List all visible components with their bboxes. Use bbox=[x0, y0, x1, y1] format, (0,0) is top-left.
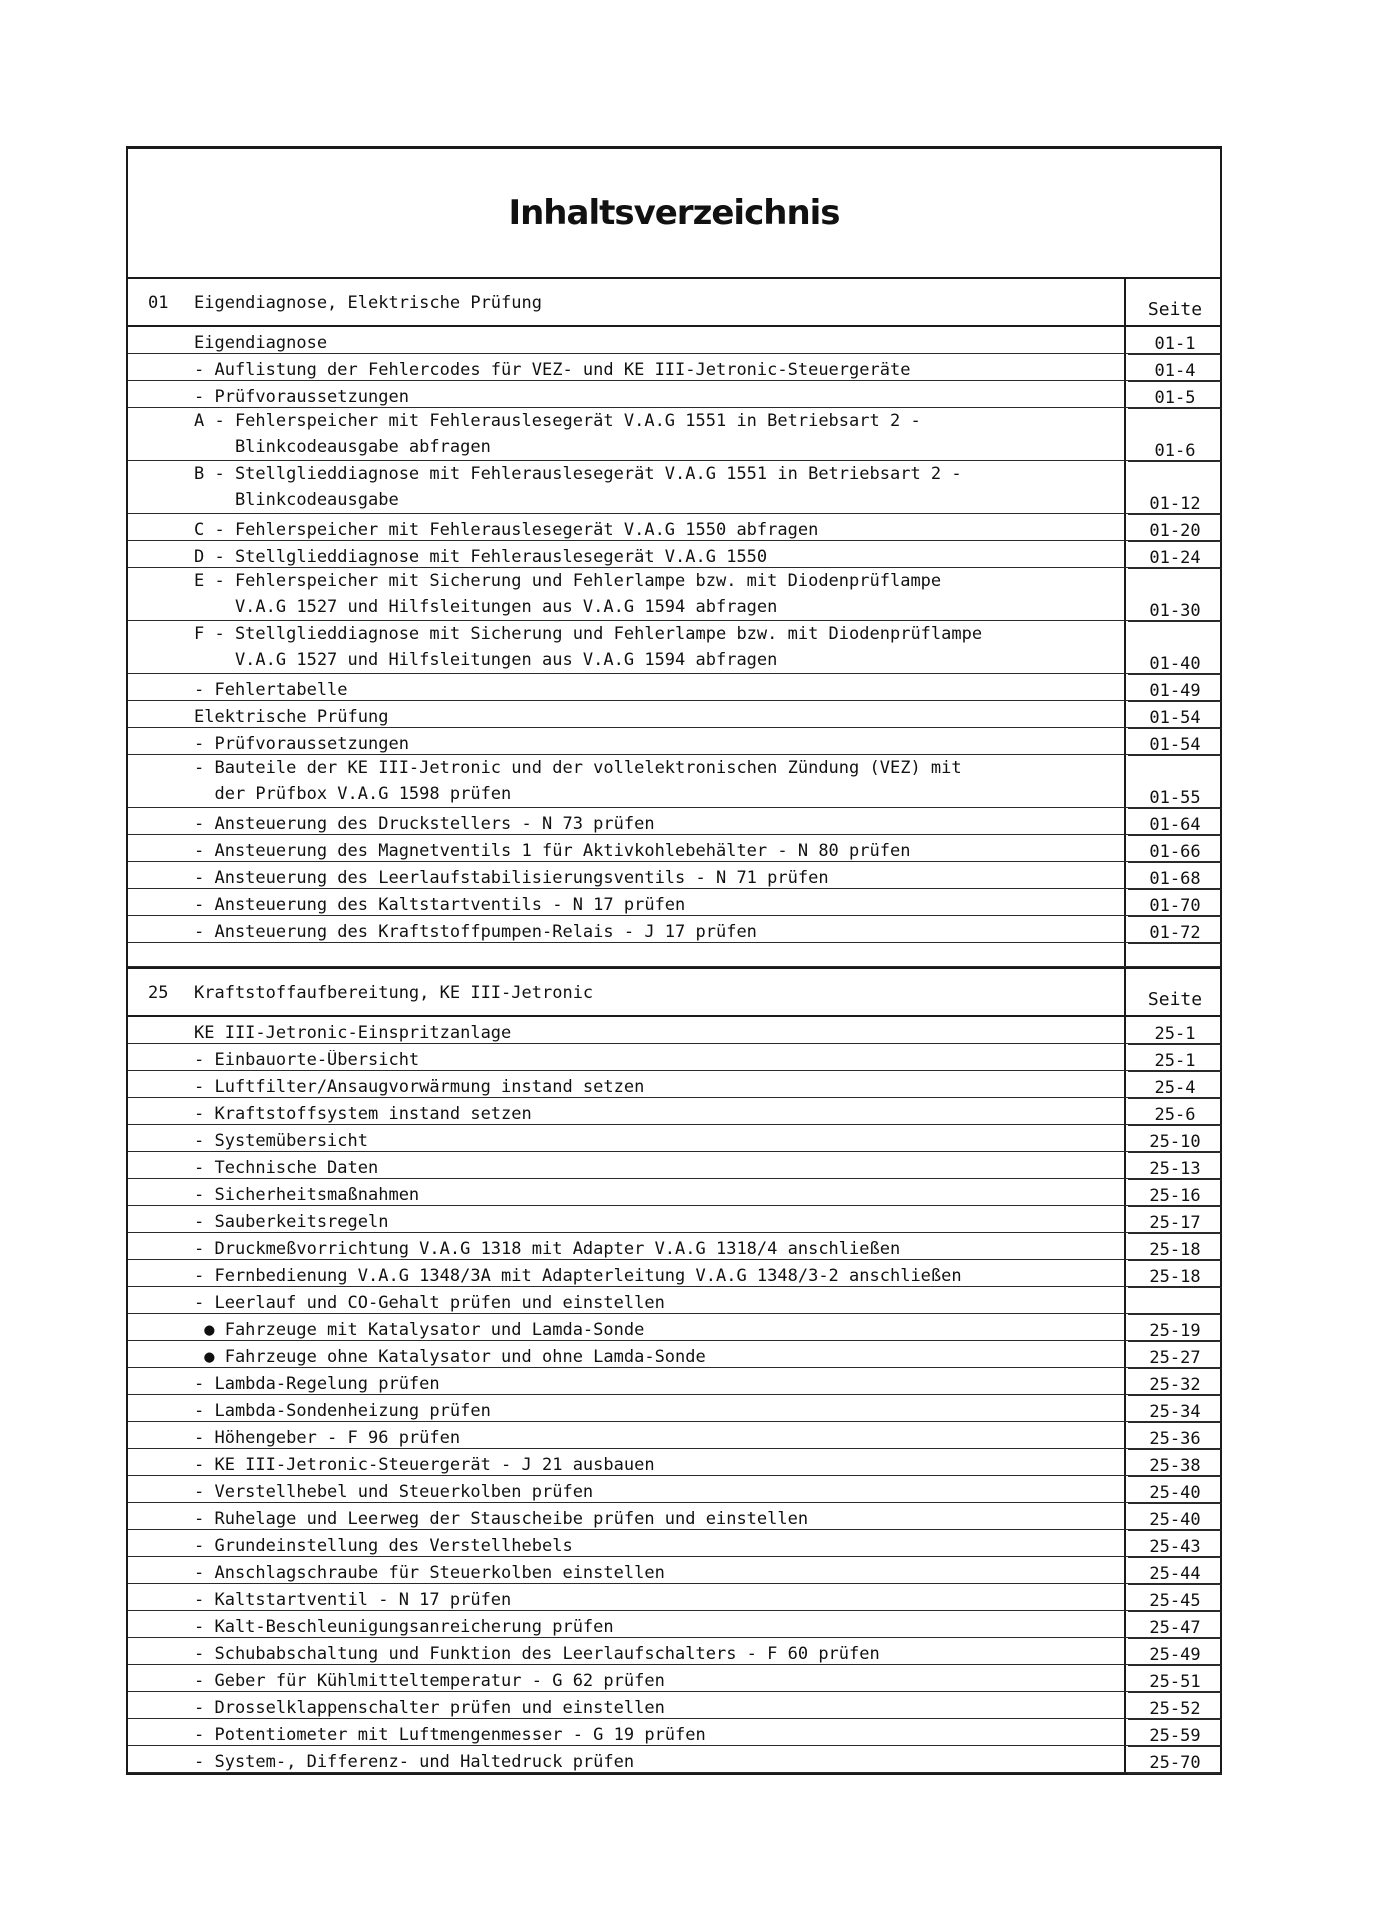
entry-title: - Prüfvoraussetzungen bbox=[194, 387, 409, 407]
toc-entry[interactable] bbox=[128, 1746, 1220, 1773]
toc-entry[interactable] bbox=[128, 1368, 1220, 1395]
entry-title: KE III-Jetronic-Einspritzanlage bbox=[194, 1023, 512, 1043]
entry-title: - Leerlauf und CO-Gehalt prüfen und einstellen bbox=[194, 1293, 665, 1313]
page-column-header: Seite bbox=[1147, 299, 1203, 320]
toc-sections bbox=[128, 279, 1220, 1773]
entry-page-number: 25-16 bbox=[1128, 1186, 1222, 1207]
entry-title: - Ansteuerung des Druckstellers - N 73 prüfen bbox=[194, 814, 655, 834]
toc-entry[interactable] bbox=[128, 1233, 1220, 1260]
entry-page-number: 25-27 bbox=[1128, 1348, 1222, 1369]
entry-page-number: 01-5 bbox=[1128, 388, 1222, 409]
entry-title: - Geber für Kühlmitteltemperatur - G 62 prüfen bbox=[194, 1671, 665, 1691]
entry-title: - Höhengeber - F 96 prüfen bbox=[194, 1428, 461, 1448]
toc-entry[interactable] bbox=[128, 1179, 1220, 1206]
toc-document bbox=[126, 146, 1222, 1775]
toc-entry[interactable] bbox=[128, 1341, 1220, 1368]
entry-title: F - Stellglieddiagnose mit Sicherung und Fehlerlampe bzw. mit Diodenprüflampe V.A.G 1527 und Hilfsleitungen aus V.A.G 1594 abfragen bbox=[194, 624, 983, 670]
entry-page-number: 25-44 bbox=[1128, 1564, 1222, 1585]
toc-entry[interactable] bbox=[128, 1692, 1220, 1719]
entry-page-number: 25-4 bbox=[1128, 1078, 1222, 1099]
entry-title: - Ruhelage und Leerweg der Stauscheibe prüfen und einstellen bbox=[194, 1509, 809, 1529]
entry-title: - Ansteuerung des Kraftstoffpumpen-Relais - J 17 prüfen bbox=[194, 922, 757, 942]
toc-entry[interactable] bbox=[128, 1098, 1220, 1125]
toc-section-01 bbox=[128, 279, 1220, 969]
entry-title: - Grundeinstellung des Verstellhebels bbox=[194, 1536, 573, 1556]
toc-entry[interactable] bbox=[128, 1395, 1220, 1422]
entry-page-number: 25-47 bbox=[1128, 1618, 1222, 1639]
section-spacer bbox=[128, 943, 1220, 967]
entry-title: C - Fehlerspeicher mit Fehlerauslesegerät V.A.G 1550 abfragen bbox=[194, 520, 819, 540]
toc-entry[interactable] bbox=[128, 1665, 1220, 1692]
entry-page-number: 01-24 bbox=[1128, 548, 1222, 569]
section-header bbox=[128, 279, 1220, 327]
entry-page-number: 25-40 bbox=[1128, 1483, 1222, 1504]
entry-title: D - Stellglieddiagnose mit Fehlerauslesegerät V.A.G 1550 bbox=[194, 547, 768, 567]
entry-page-number: 25-6 bbox=[1128, 1105, 1222, 1126]
page-column-header: Seite bbox=[1147, 989, 1203, 1010]
toc-entry[interactable] bbox=[128, 568, 1220, 621]
toc-entry[interactable] bbox=[128, 1206, 1220, 1233]
entry-page-number: 25-59 bbox=[1128, 1726, 1222, 1747]
toc-entry[interactable] bbox=[128, 381, 1220, 408]
entry-page-number: 01-20 bbox=[1128, 521, 1222, 542]
entry-title: - Lambda-Regelung prüfen bbox=[194, 1374, 440, 1394]
toc-entry[interactable] bbox=[128, 1719, 1220, 1746]
entry-page-number: 25-34 bbox=[1128, 1402, 1222, 1423]
toc-entry[interactable] bbox=[128, 1584, 1220, 1611]
entry-page-number: 25-43 bbox=[1128, 1537, 1222, 1558]
toc-entry[interactable] bbox=[128, 755, 1220, 808]
toc-entry[interactable] bbox=[128, 1422, 1220, 1449]
toc-entry[interactable] bbox=[128, 1503, 1220, 1530]
toc-entry[interactable] bbox=[128, 1314, 1220, 1341]
toc-entry[interactable] bbox=[128, 1071, 1220, 1098]
toc-entry[interactable] bbox=[128, 889, 1220, 916]
entry-page-number: 25-10 bbox=[1128, 1132, 1222, 1153]
entry-page-number: 25-1 bbox=[1128, 1024, 1222, 1045]
entry-title: B - Stellglieddiagnose mit Fehlerauslesegerät V.A.G 1551 in Betriebsart 2 - Blinkcodeausgabe bbox=[194, 464, 962, 510]
entry-title: - Prüfvoraussetzungen bbox=[194, 734, 409, 754]
entry-page-number: 25-51 bbox=[1128, 1672, 1222, 1693]
entry-page-number: 01-12 bbox=[1128, 494, 1222, 515]
entry-page-number: 01-66 bbox=[1128, 842, 1222, 863]
entry-title: - Fernbedienung V.A.G 1348/3A mit Adapterleitung V.A.G 1348/3-2 anschließen bbox=[194, 1266, 962, 1286]
entry-title: - Lambda-Sondenheizung prüfen bbox=[194, 1401, 491, 1421]
toc-section-25 bbox=[128, 969, 1220, 1773]
title-box bbox=[128, 149, 1220, 279]
toc-entry[interactable] bbox=[128, 514, 1220, 541]
entry-title: Eigendiagnose bbox=[194, 333, 328, 353]
toc-entry[interactable] bbox=[128, 327, 1220, 354]
toc-entry[interactable] bbox=[128, 1611, 1220, 1638]
entry-page-number: 25-38 bbox=[1128, 1456, 1222, 1477]
entry-title: - Luftfilter/Ansaugvorwärmung instand setzen bbox=[194, 1077, 645, 1097]
toc-entry[interactable] bbox=[128, 541, 1220, 568]
entry-page-number: 01-72 bbox=[1128, 923, 1222, 944]
entry-page-number: 01-6 bbox=[1128, 441, 1222, 462]
entry-page-number: 01-68 bbox=[1128, 869, 1222, 890]
entry-page-number: 25-17 bbox=[1128, 1213, 1222, 1234]
entry-page-number: 01-70 bbox=[1128, 896, 1222, 917]
page-title: Inhaltsverzeichnis bbox=[508, 193, 840, 233]
section-title: Kraftstoffaufbereitung, KE III-Jetronic bbox=[194, 983, 594, 1003]
entry-page-number: 25-19 bbox=[1128, 1321, 1222, 1342]
toc-entry[interactable] bbox=[128, 1557, 1220, 1584]
toc-entry[interactable] bbox=[128, 354, 1220, 381]
section-number: 25 bbox=[148, 983, 169, 1003]
entry-title: - Druckmeßvorrichtung V.A.G 1318 mit Adapter V.A.G 1318/4 anschließen bbox=[194, 1239, 901, 1259]
toc-entry[interactable] bbox=[128, 1476, 1220, 1503]
toc-entry[interactable] bbox=[128, 835, 1220, 862]
entry-page-number: 25-18 bbox=[1128, 1267, 1222, 1288]
entry-page-number: 25-49 bbox=[1128, 1645, 1222, 1666]
entry-page-number: 25-18 bbox=[1128, 1240, 1222, 1261]
entry-page-number: 25-36 bbox=[1128, 1429, 1222, 1450]
entry-title: - Kalt-Beschleunigungsanreicherung prüfen bbox=[194, 1617, 614, 1637]
toc-entry[interactable] bbox=[128, 1287, 1220, 1314]
entry-title: Elektrische Prüfung bbox=[194, 707, 389, 727]
toc-entry[interactable] bbox=[128, 1260, 1220, 1287]
toc-entry[interactable] bbox=[128, 862, 1220, 889]
toc-entry[interactable] bbox=[128, 728, 1220, 755]
entry-title: - Bauteile der KE III-Jetronic und der vollelektronischen Zündung (VEZ) mit der Prüfbox V.A.G 1598 prüfen bbox=[194, 758, 962, 804]
section-header bbox=[128, 969, 1220, 1017]
entry-title: - Fehlertabelle bbox=[194, 680, 348, 700]
entry-title: - Sicherheitsmaßnahmen bbox=[194, 1185, 420, 1205]
entry-title: ● Fahrzeuge ohne Katalysator und ohne Lamda-Sonde bbox=[194, 1347, 706, 1367]
toc-entry[interactable] bbox=[128, 461, 1220, 514]
entry-title: A - Fehlerspeicher mit Fehlerauslesegerät V.A.G 1551 in Betriebsart 2 - Blinkcodeausgabe abfragen bbox=[194, 411, 921, 457]
toc-entry[interactable] bbox=[128, 1152, 1220, 1179]
entry-title: E - Fehlerspeicher mit Sicherung und Fehlerlampe bzw. mit Diodenprüflampe V.A.G 1527 und Hilfsleitungen aus V.A.G 1594 abfragen bbox=[194, 571, 942, 617]
entry-title: - Ansteuerung des Kaltstartventils - N 17 prüfen bbox=[194, 895, 686, 915]
entry-page-number: 25-45 bbox=[1128, 1591, 1222, 1612]
toc-entry[interactable] bbox=[128, 1125, 1220, 1152]
entry-title: ● Fahrzeuge mit Katalysator und Lamda-Sonde bbox=[194, 1320, 645, 1340]
entry-title: - Schubabschaltung und Funktion des Leerlaufschalters - F 60 prüfen bbox=[194, 1644, 880, 1664]
entry-title: - Kraftstoffsystem instand setzen bbox=[194, 1104, 532, 1124]
entry-page-number: 01-40 bbox=[1128, 654, 1222, 675]
entry-title: - Kaltstartventil - N 17 prüfen bbox=[194, 1590, 512, 1610]
entry-title: - Technische Daten bbox=[194, 1158, 379, 1178]
entry-title: - Drosselklappenschalter prüfen und einstellen bbox=[194, 1698, 665, 1718]
entry-page-number: 25-52 bbox=[1128, 1699, 1222, 1720]
entry-title: - System-, Differenz- und Haltedruck prüfen bbox=[194, 1752, 635, 1772]
toc-entry[interactable] bbox=[128, 408, 1220, 461]
entry-page-number: 01-64 bbox=[1128, 815, 1222, 836]
entry-page-number: 01-55 bbox=[1128, 788, 1222, 809]
entry-page-number: 25-40 bbox=[1128, 1510, 1222, 1531]
entry-page-number: 01-30 bbox=[1128, 601, 1222, 622]
entry-page-number: 25-1 bbox=[1128, 1051, 1222, 1072]
entry-title: - Auflistung der Fehlercodes für VEZ- und KE III-Jetronic-Steuergeräte bbox=[194, 360, 911, 380]
entry-page-number: 25-70 bbox=[1128, 1753, 1222, 1774]
entry-title: - Potentiometer mit Luftmengenmesser - G 19 prüfen bbox=[194, 1725, 706, 1745]
entry-title: - Einbauorte-Übersicht bbox=[194, 1050, 420, 1070]
entry-page-number: 01-54 bbox=[1128, 708, 1222, 729]
entry-title: - Systemübersicht bbox=[194, 1131, 368, 1151]
entry-page-number: 01-4 bbox=[1128, 361, 1222, 382]
toc-entry[interactable] bbox=[128, 1449, 1220, 1476]
toc-entry[interactable] bbox=[128, 916, 1220, 943]
toc-entry[interactable] bbox=[128, 1530, 1220, 1557]
toc-entry[interactable] bbox=[128, 701, 1220, 728]
toc-entry[interactable] bbox=[128, 1017, 1220, 1044]
entry-page-number: 01-54 bbox=[1128, 735, 1222, 756]
toc-entry[interactable] bbox=[128, 1044, 1220, 1071]
entry-page-number: 01-1 bbox=[1128, 334, 1222, 355]
entry-page-number: 01-49 bbox=[1128, 681, 1222, 702]
entry-title: - Anschlagschraube für Steuerkolben einstellen bbox=[194, 1563, 665, 1583]
toc-entry[interactable] bbox=[128, 621, 1220, 674]
toc-entry[interactable] bbox=[128, 674, 1220, 701]
entry-page-number: 25-32 bbox=[1128, 1375, 1222, 1396]
toc-entry[interactable] bbox=[128, 808, 1220, 835]
entry-title: - Ansteuerung des Leerlaufstabilisierungsventils - N 71 prüfen bbox=[194, 868, 829, 888]
entry-title: - KE III-Jetronic-Steuergerät - J 21 ausbauen bbox=[194, 1455, 655, 1475]
entry-title: - Ansteuerung des Magnetventils 1 für Aktivkohlebehälter - N 80 prüfen bbox=[194, 841, 911, 861]
entry-title: - Sauberkeitsregeln bbox=[194, 1212, 389, 1232]
section-title: Eigendiagnose, Elektrische Prüfung bbox=[194, 293, 542, 313]
entry-page-number: 25-13 bbox=[1128, 1159, 1222, 1180]
entry-title: - Verstellhebel und Steuerkolben prüfen bbox=[194, 1482, 594, 1502]
section-number: 01 bbox=[148, 293, 169, 313]
toc-entry[interactable] bbox=[128, 1638, 1220, 1665]
